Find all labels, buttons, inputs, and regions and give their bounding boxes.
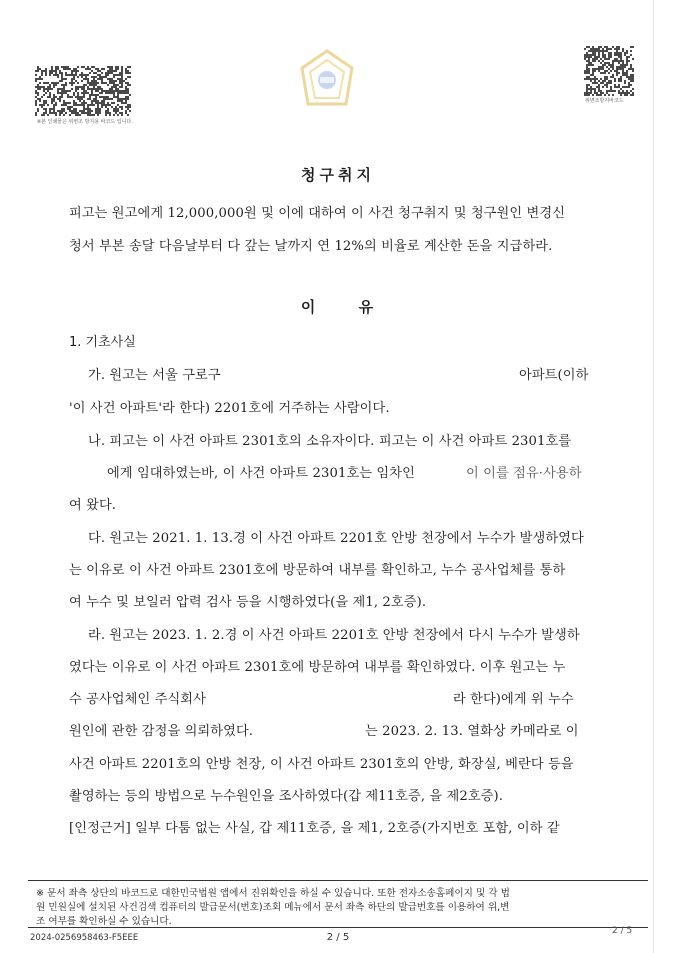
body-line-1a: 가. 원고는 서울 구로구 — [88, 368, 221, 383]
body-line-2: '이 사건 아파트'라 한다) 2201호에 거주하는 사람이다. — [69, 401, 390, 416]
notice-line-1: ※ 문서 좌측 상단의 바코드로 대한민국법원 앱에서 진위확인을 하실 수 있습니다. 또한 전자소송홈페이지 및 각 법 — [36, 888, 510, 899]
body-line-14: 촬영하는 등의 방법으로 누수원인을 조사하였다(갑 제11호증, 을 제2호증). — [69, 789, 504, 804]
reason-title: 이 유 — [300, 298, 376, 316]
barcode-left-icon — [35, 66, 131, 116]
page-number-right: 2 / 5 — [612, 926, 633, 936]
body-line-4b: 이 이를 점유·사용하 — [466, 466, 582, 481]
body-line-5: 여 왔다. — [69, 498, 117, 513]
claim-line-1: 피고는 원고에게 12,000,000원 및 이에 대하여 이 사건 청구취지 및 청구원인 변경신 — [69, 206, 566, 221]
body-line-12b: 는 2023. 2. 13. 열화상 카메라로 이 — [365, 724, 579, 739]
body-line-13: 사건 아파트 2201호의 안방 천장, 이 사건 아파트 2301호의 안방, 화장실, 베란다 등을 — [69, 757, 574, 772]
body-line-1b: 아파트(이하 — [519, 368, 589, 383]
body-line-11a: 수 공사업체인 주식회사 — [69, 692, 206, 707]
body-line-12a: 원인에 관한 감정을 의뢰하였다. — [69, 724, 254, 739]
body-line-11b: 라 한다)에게 위 누수 — [453, 692, 574, 707]
barcode-right-caption: 위변조방지바코드 — [585, 98, 624, 104]
claim-line-2: 청서 부본 송달 다음날부터 다 갚는 날까지 연 12%의 비율로 계산한 돈을 지급하라. — [69, 239, 553, 254]
page-number: 2 / 5 — [326, 932, 350, 943]
barcode-right-icon — [584, 46, 634, 96]
body-line-9: 라. 원고는 2023. 1. 2.경 이 사건 아파트 2201호 안방 천장에서 다시 누수가 발생하 — [88, 628, 580, 643]
claim-title: 청구취지 — [301, 166, 375, 184]
body-line-6: 다. 원고는 2021. 1. 13.경 이 사건 아파트 2201호 안방 천장에서 누수가 발생하였다 — [88, 531, 584, 546]
verification-notice — [28, 880, 648, 928]
page-edge-line — [653, 0, 654, 953]
issue-number: 2024-0256958463-F5EEE — [30, 933, 139, 943]
body-line-3: 나. 피고는 이 사건 아파트 2301호의 소유자이다. 피고는 이 사건 아파트 2301호를 — [88, 434, 572, 449]
body-line-15: [인정근거] 일부 다툼 없는 사실, 갑 제11호증, 을 제1, 2호증(가지번호 포함, 이하 같 — [69, 821, 560, 836]
body-line-7: 는 이유로 이 사건 아파트 2301호에 방문하여 내부를 확인하고, 누수 공사업체를 통하 — [69, 563, 566, 578]
body-line-8: 여 누수 및 보일러 압력 검사 등을 시행하였다(을 제1, 2호증). — [69, 595, 427, 610]
barcode-left-caption: ※본 인쇄물은 위변조 방지용 바코드 입니다. — [37, 119, 133, 125]
notice-line-2: 원 민원실에 설치된 사건검색 컴퓨터의 발급문서(번호)조회 메뉴에서 문서 좌측 하단의 발급번호를 이용하여 위,변 — [36, 902, 510, 913]
body-line-10: 였다는 이유로 이 사건 아파트 2301호에 방문하여 내부를 확인하였다. 이후 원고는 누 — [69, 660, 566, 675]
notice-line-3: 조 여부를 확인하실 수 있습니다. — [36, 916, 172, 927]
body-line-4a: 에게 임대하였는바, 이 사건 아파트 2301호는 임차인 — [107, 466, 415, 481]
section-title: 1. 기초사실 — [69, 335, 136, 350]
court-seal-icon — [296, 48, 358, 112]
